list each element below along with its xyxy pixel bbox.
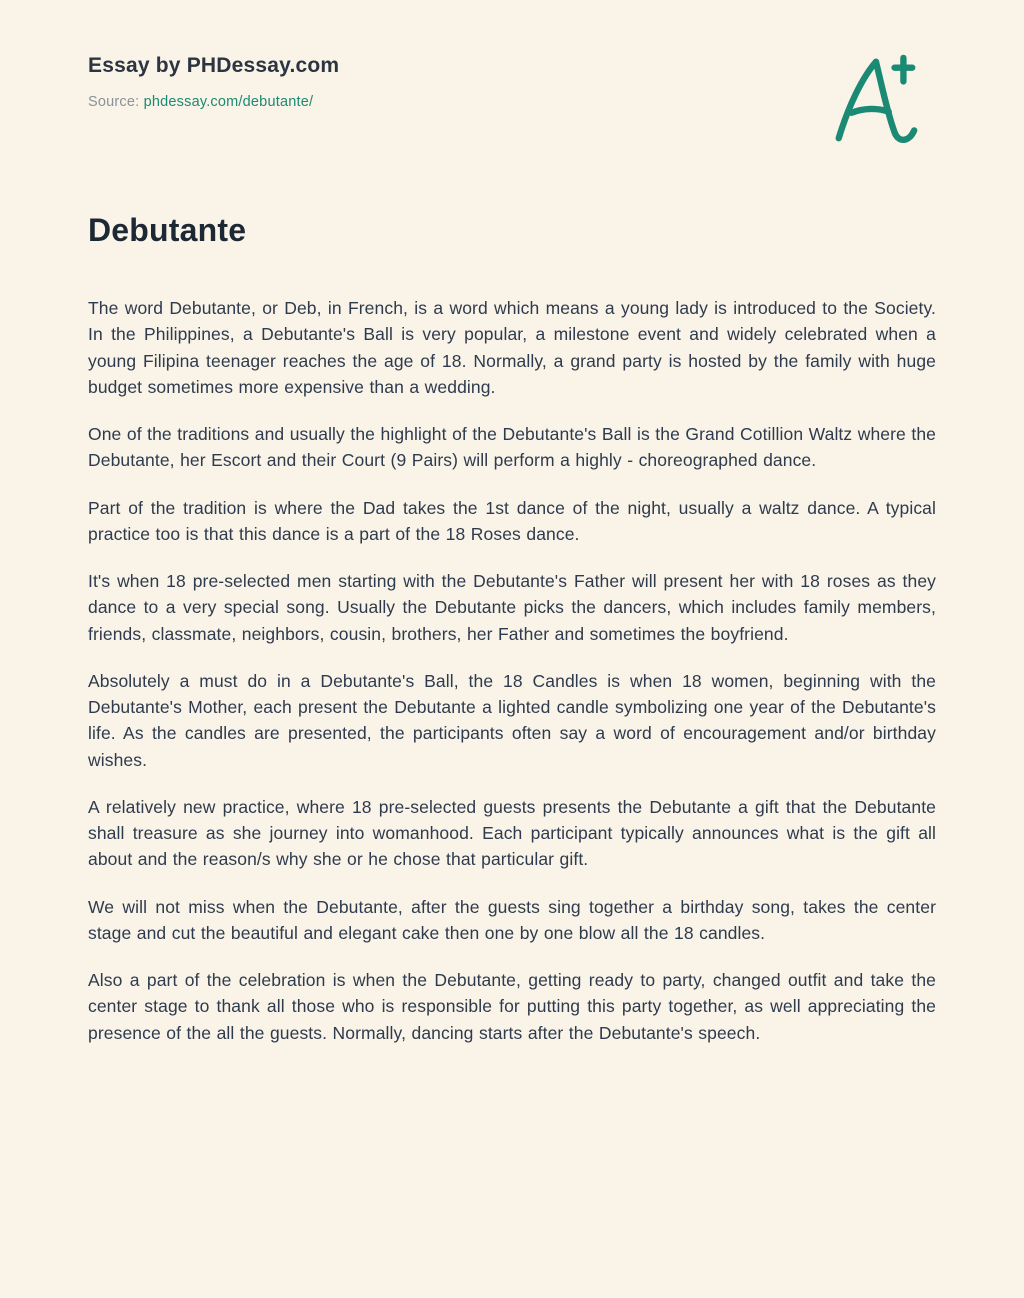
- essay-paragraph: We will not miss when the Debutante, after the guests sing together a birthday song, takes the center stage and cut the beautiful and elegant cake then one by one blow all the 18 candles.: [88, 896, 936, 943]
- byline: Essay by PHDessay.com: [88, 54, 340, 77]
- page-title: Debutante: [88, 212, 247, 248]
- a-plus-logo[interactable]: [824, 52, 924, 150]
- page-header: [88, 52, 936, 150]
- essay-paragraph: It's when 18 pre-selected men starting with the Debutante's Father will present her with 18 roses as they dance to a very special song. Usually the Debutante picks the dancers, which includes family members, friends, classmate, neighbors, cousin, brothers, her Father and sometimes the boyfriend.: [88, 571, 936, 644]
- essay-paragraph: Absolutely a must do in a Debutante's Ball, the 18 Candles is when 18 women, beginning with the Debutante's Mother, each present the Debutante a lighted candle symbolizing one year of the Debutante's life. As the candles are presented, the participants often say a word of encouragement and/or birthday wishes.: [88, 670, 936, 770]
- source-line: [88, 94, 339, 110]
- essay-paragraph: Also a part of the celebration is when the Debutante, getting ready to party, changed outfit and take the center stage to thank all those who is responsible for putting this party together, as well appreciating the presence of the all the guests. Normally, dancing starts after the Debutante's speech.: [88, 970, 936, 1043]
- header-text-block: [88, 52, 339, 110]
- source-link[interactable]: phdessay.com/debutante/: [143, 94, 314, 110]
- essay-paragraph: Part of the tradition is where the Dad takes the 1st dance of the night, usually a waltz dance. A typical practice too is that this dance is a part of the 18 Roses dance.: [88, 497, 936, 544]
- essay-paragraph: One of the traditions and usually the highlight of the Debutante's Ball is the Grand Cotillion Waltz where the Debutante, her Escort and their Court (9 Pairs) will perform a highly - choreographed dance.: [88, 424, 936, 471]
- essay-paragraph: The word Debutante, or Deb, in French, is a word which means a young lady is introduced to the Society. In the Philippines, a Debutante's Ball is very popular, a milestone event and widely celebrated when a young Filipina teenager reaches the age of 18. Normally, a grand party is hosted by the family with huge budget sometimes more expensive than a wedding.: [88, 298, 936, 397]
- a-plus-logo-icon: [824, 52, 924, 150]
- source-label: Source:: [88, 94, 140, 110]
- essay-body: [88, 295, 936, 1046]
- essay-paragraph: A relatively new practice, where 18 pre-selected guests presents the Debutante a gift that the Debutante shall treasure as she journey into womanhood. Each participant typically announces what is the gift all about and the reason/s why she or he chose that particular gift.: [88, 796, 936, 870]
